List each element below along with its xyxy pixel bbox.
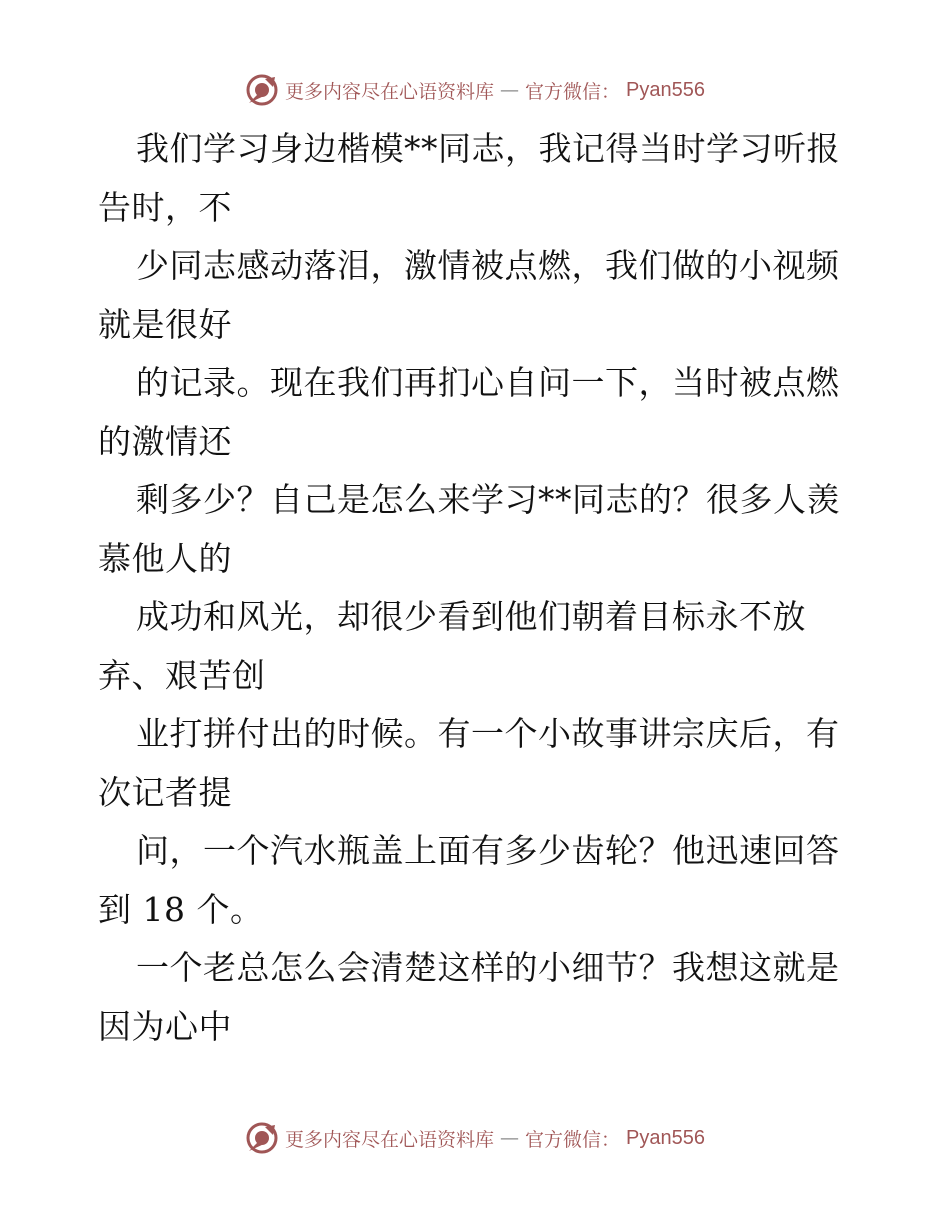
- text-line: 到 18 个。: [98, 889, 264, 929]
- text-line: 问，一个汽水瓶盖上面有多少齿轮？他迅速回答: [136, 831, 840, 870]
- header-banner: [0, 70, 950, 110]
- body-text: [98, 120, 858, 1056]
- text-line: 慕他人的: [98, 538, 232, 578]
- text-line: 告时，不: [98, 187, 232, 227]
- banner-wechat-id: Pyan556: [626, 1126, 705, 1149]
- text-line: 的记录。现在我们再扪心自问一下，当时被点燃: [136, 363, 840, 402]
- text-line: 的激情还: [98, 421, 232, 461]
- footer-banner: [0, 1118, 950, 1158]
- banner-wechat-label: 官方微信：: [525, 80, 621, 103]
- text-line: 剩多少？自己是怎么来学习**同志的？很多人羡: [136, 480, 840, 519]
- text-line: 业打拼付出的时候。有一个小故事讲宗庆后，有: [136, 714, 840, 753]
- text-line: 次记者提: [98, 772, 232, 812]
- pen-logo-icon: [245, 73, 279, 107]
- banner-wechat-id: Pyan556: [626, 78, 705, 101]
- text-line: 就是很好: [98, 304, 232, 344]
- text-line: 弃、艰苦创: [98, 655, 266, 695]
- banner-text: 更多内容尽在心语资料库: [285, 80, 495, 103]
- text-line: 成功和风光，却很少看到他们朝着目标永不放: [136, 597, 806, 636]
- text-line: 少同志感动落泪，激情被点燃，我们做的小视频: [136, 246, 840, 285]
- banner-dash: —: [500, 79, 520, 101]
- banner-text: 更多内容尽在心语资料库: [285, 1128, 495, 1151]
- pen-logo-icon: [245, 1121, 279, 1155]
- banner-dash: —: [500, 1127, 520, 1149]
- text-line: 一个老总怎么会清楚这样的小细节？我想这就是: [136, 948, 840, 987]
- text-line: 我们学习身边楷模**同志，我记得当时学习听报: [136, 129, 840, 168]
- banner-wechat-label: 官方微信：: [525, 1128, 621, 1151]
- text-line: 因为心中: [98, 1006, 232, 1046]
